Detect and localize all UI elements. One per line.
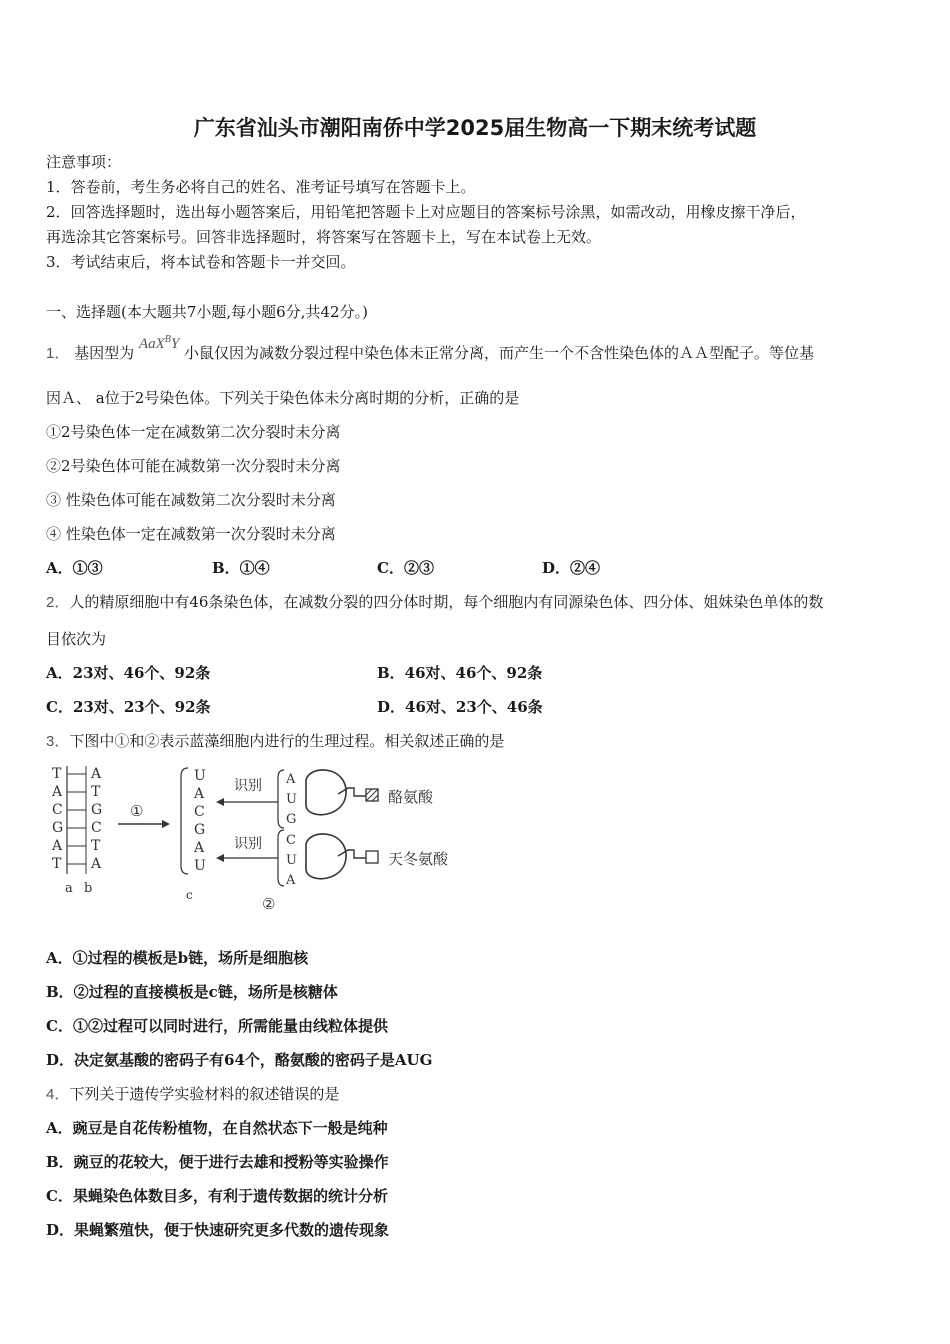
svg-text:A: A (286, 873, 296, 888)
chain-a-base: T (52, 856, 62, 872)
q2-stem-line2: 目依次为 (46, 630, 107, 648)
chain-a-base: A (52, 784, 63, 800)
q1-genotype-formula (139, 336, 179, 352)
chain-c-base: A (194, 786, 205, 802)
q4-option-a[interactable]: A．豌豆是自花传粉植物，在自然状态下一般是纯种 (46, 1119, 388, 1137)
q2-stem (46, 592, 823, 613)
q1-number: 1． (46, 345, 70, 362)
notice-item-3: 3．考试结束后，将本试卷和答题卡一并交回。 (46, 253, 356, 271)
q1-option-c[interactable]: C．②③ (377, 559, 434, 577)
notice-item-1: 1．答卷前，考生务必将自己的姓名、准考证号填写在答题卡上。 (46, 178, 476, 196)
label-a: a (65, 881, 73, 896)
q2-option-b[interactable]: B．46对、46个、92条 (377, 664, 543, 682)
q4-option-c[interactable]: C．果蝇染色体数目多，有利于遗传数据的统计分析 (46, 1187, 388, 1205)
chain-c-base: C (194, 804, 205, 820)
svg-text:U: U (286, 792, 297, 807)
trna-2-shape (306, 834, 346, 879)
step-1-arrowhead (162, 820, 170, 828)
svg-text:U: U (286, 853, 297, 868)
base-pair-ticks (67, 766, 86, 874)
recognize-arrowhead-1 (216, 798, 224, 806)
q1-formula-end: Y (170, 336, 180, 352)
chain-a-base: G (52, 820, 64, 836)
q4-line1: 下列关于遗传学实验材料的叙述错误的是 (69, 1085, 340, 1103)
chain-b-base: A (91, 856, 102, 872)
notice-item-2-cont: 再选涂其它答案标号。回答非选择题时，将答案写在答题卡上，写在本试卷上无效。 (46, 228, 602, 246)
q2-option-c[interactable]: C．23对、23个、92条 (46, 698, 211, 716)
chain-b-base: T (91, 784, 101, 800)
q3-option-c[interactable]: C．①②过程可以同时进行，所需能量由线粒体提供 (46, 1017, 388, 1035)
trna-1-anticodon (285, 772, 297, 827)
q3-option-d[interactable]: D．决定氨基酸的密码子有64个，酪氨酸的密码子是AUG (46, 1051, 433, 1069)
chain-a (51, 766, 67, 874)
recognize-arrowhead-2 (216, 854, 224, 862)
q2-option-a[interactable]: A．23对、46个、92条 (46, 664, 211, 682)
recognize-label-1: 识别 (234, 778, 262, 794)
chain-c-base: A (194, 840, 205, 856)
chain-b-base: C (91, 820, 102, 836)
q1-statement-1: ①2号染色体一定在减数第二次分裂时未分离 (46, 423, 341, 441)
q1-option-b[interactable]: B．①④ (212, 559, 270, 577)
svg-text:G: G (286, 812, 297, 827)
q3-number: 3． (46, 733, 70, 750)
q2-line1: 人的精原细胞中有46条染色体，在减数分裂的四分体时期，每个细胞内有同源染色体、四分体、姐妹染色单体的数 (69, 593, 824, 611)
q4-stem (46, 1084, 339, 1105)
section-heading: 一、选择题(本大题共7小题,每小题6分,共42分。) (46, 303, 368, 321)
step-2-label: ② (262, 895, 276, 913)
q2-option-d[interactable]: D．46对、23个、46条 (377, 698, 543, 716)
chain-c (193, 768, 206, 874)
chain-a-base: C (52, 802, 63, 818)
notice-heading: 注意事项： (46, 153, 122, 171)
q1-stem-line2: 因Ａ、 a位于2号染色体。下列关于染色体未分离时期的分析，正确的是 (46, 389, 520, 407)
q4-option-b[interactable]: B．豌豆的花较大，便于进行去雄和授粉等实验操作 (46, 1153, 389, 1171)
chain-c-base: G (194, 822, 206, 838)
notice-item-2: 2．回答选择题时，选出每小题答案后，用铅笔把答题卡上对应题目的答案标号涂黑，如需改动，用橡皮擦干净后， (46, 203, 806, 221)
trna-2-amino-acid-box (366, 851, 378, 863)
q1-post: 小鼠仅因为减数分裂过程中染色体未正常分离，而产生一个不含性染色体的ＡＡ型配子。等位基 (183, 344, 814, 362)
q4-option-d[interactable]: D．果蝇繁殖快，便于快速研究更多代数的遗传现象 (46, 1221, 390, 1239)
chain-b-base: G (91, 802, 103, 818)
chain-b-base: A (91, 766, 102, 782)
label-b: b (84, 881, 93, 896)
q1-statement-4: ④ 性染色体一定在减数第一次分裂时未分离 (46, 525, 336, 543)
chain-a-base: A (52, 838, 63, 854)
svg-text:C: C (286, 833, 296, 848)
q1-stem (46, 334, 814, 364)
q3-option-a[interactable]: A．①过程的模板是b链，场所是细胞核 (46, 949, 309, 967)
q1-statement-2: ②2号染色体可能在减数第一次分裂时未分离 (46, 457, 341, 475)
q1-option-d[interactable]: D．②④ (542, 559, 601, 577)
chain-c-base: U (194, 768, 206, 784)
recognize-label-2: 识别 (234, 836, 262, 852)
q3-option-b[interactable]: B．②过程的直接模板是c链，场所是核糖体 (46, 983, 338, 1001)
label-c: c (186, 888, 193, 902)
trna-2-bracket (278, 830, 284, 886)
q3-stem (46, 731, 504, 752)
chain-b-base: T (91, 838, 101, 854)
chain-b (90, 766, 102, 872)
svg-text:A: A (286, 772, 296, 787)
chain-c-bracket (181, 768, 188, 874)
q1-formula-base: AaX (138, 336, 165, 352)
step-1-label: ① (130, 802, 144, 820)
q1-statement-3: ③ 性染色体可能在减数第二次分裂时未分离 (46, 491, 336, 509)
transcription-translation-diagram (48, 762, 468, 914)
chain-c-base: U (194, 858, 206, 874)
chain-a-base: T (52, 766, 62, 782)
q1-option-a[interactable]: A．①③ (46, 559, 103, 577)
q1-pre: 基因型为 (74, 344, 135, 362)
amino-acid-aspartate: 天冬氨酸 (388, 850, 449, 868)
q1-formula-sup: B (164, 334, 171, 345)
trna-2-anticodon (285, 833, 297, 888)
q4-number: 4． (46, 1086, 70, 1103)
trna-1-bracket (278, 770, 284, 828)
q2-number: 2． (46, 594, 70, 611)
exam-title: 广东省汕头市潮阳南侨中学2025届生物高一下期末统考试题 (193, 116, 757, 140)
amino-acid-tyrosine: 酪氨酸 (388, 788, 434, 806)
q3-line1: 下图中①和②表示蓝藻细胞内进行的生理过程。相关叙述正确的是 (69, 732, 505, 750)
